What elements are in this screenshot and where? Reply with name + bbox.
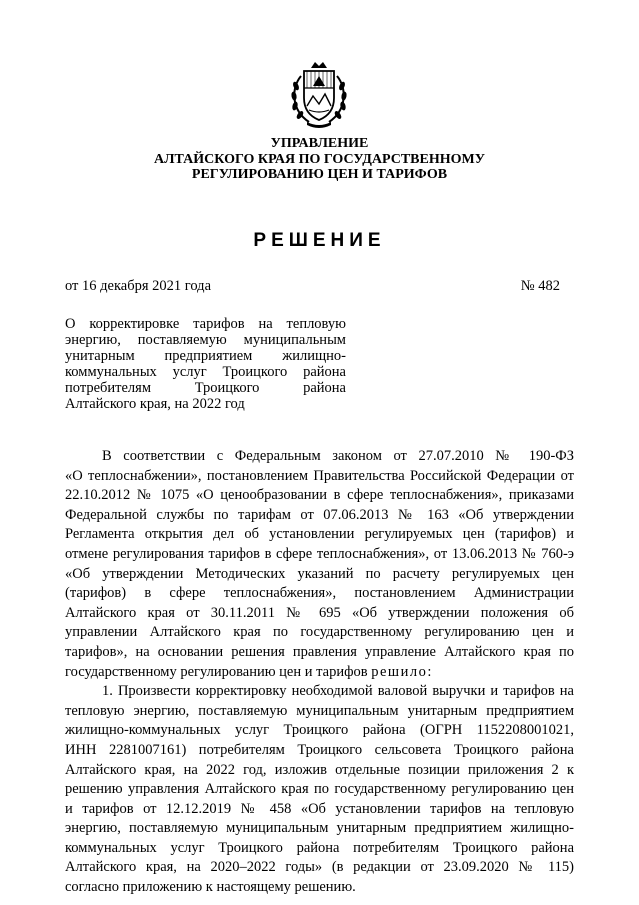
document-subject — [65, 316, 346, 412]
body-line — [65, 663, 574, 683]
body-line: «Об утверждении Методических указаний по расчету регулируемых цен — [65, 565, 574, 582]
document-number: № 482 — [520, 278, 560, 294]
subject-line: О корректировке тарифов на тепловую — [65, 316, 346, 332]
body-line: 1. Произвести корректировку необходимой валовой выручки и тарифов на — [102, 683, 574, 700]
document-date: от 16 декабря 2021 года — [65, 278, 211, 294]
organization-name-line: УПРАВЛЕНИЕ — [270, 136, 369, 151]
body-line: Алтайского края от 30.11.2011 № 695 «Об утверждении положения об — [65, 604, 574, 621]
subject-line: потребителям Троицкого района — [65, 380, 346, 396]
body-line: Регламента открытия дел об установлении регулируемых цен (тарифов) и — [65, 526, 574, 543]
organization-name-line: АЛТАЙСКОГО КРАЯ ПО ГОСУДАРСТВЕННОМУ — [154, 151, 485, 167]
body-line: тепловую энергию, поставляемую муниципальным унитарным предприятием — [65, 702, 574, 719]
decision-word: решило: — [371, 663, 433, 680]
body-line: коммунальных услуг Троицкого района потребителям Троицкого района — [65, 839, 574, 856]
body-line: согласно приложению к настоящему решению. — [65, 879, 356, 896]
body-line: и тарифов от 12.12.2019 № 458 «Об установлении тарифов на тепловую — [65, 800, 574, 817]
document-body — [65, 447, 574, 898]
body-line-text: государственному регулированию цен и тарифов — [65, 663, 368, 680]
document-title: РЕШЕНИЕ — [253, 230, 386, 251]
body-line: ИНН 2281007161) потребителям Троицкого сельсовета Троицкого района — [65, 741, 574, 758]
body-line: (тарифов) в сфере теплоснабжения», постановлением Администрации — [65, 585, 574, 602]
body-line: энергию, поставляемую муниципальным унитарным предприятием жилищно- — [65, 820, 574, 837]
coat-of-arms-icon — [287, 58, 351, 130]
body-line: тарифов», на основании решения правления управление Алтайского края по — [65, 643, 574, 660]
body-line: Алтайского края, на 2020–2022 годы» (в редакции от 23.09.2020 № 115) — [65, 859, 574, 876]
body-line: 22.10.2012 № 1075 «О ценообразовании в сфере теплоснабжения», приказами — [65, 487, 574, 504]
body-line: Алтайского края, на 2022 год, изложив отдельные позиции приложения 2 к — [65, 761, 574, 778]
body-line: управлении Алтайского края по государственному регулированию цен и — [65, 624, 574, 641]
organization-name-line: РЕГУЛИРОВАНИЮ ЦЕН И ТАРИФОВ — [191, 167, 448, 182]
subject-line: Алтайского края, на 2022 год — [65, 396, 245, 412]
body-line: решению управления Алтайского края по государственному регулированию цен — [65, 781, 574, 798]
body-line: «О теплоснабжении», постановлением Правительства Российской Федерации от — [65, 467, 574, 484]
subject-line: коммунальных услуг Троицкого района — [65, 364, 346, 380]
body-line: В соответствии с Федеральным законом от 27.07.2010 № 190-ФЗ — [102, 448, 574, 464]
subject-line: унитарным предприятием жилищно- — [65, 348, 346, 364]
organization-name — [0, 136, 639, 183]
body-line: Федеральной службы по тарифам от 07.06.2013 № 163 «Об утверждении — [65, 506, 574, 523]
body-line: отмене регулирования тарифов в сфере теплоснабжения», от 13.06.2013 № 760-э — [65, 545, 574, 562]
body-line: жилищно-коммунальных услуг Троицкого района (ОГРН 1152208001021, — [65, 722, 574, 739]
subject-line: энергию, поставляемую муниципальным — [65, 332, 346, 348]
